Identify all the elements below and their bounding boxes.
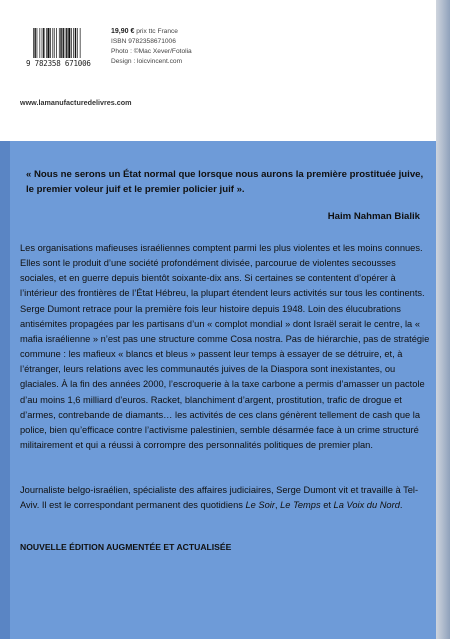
barcode-bar [50, 28, 51, 58]
barcode-bar [68, 28, 70, 58]
barcode-bar [65, 28, 66, 58]
edition-note: NOUVELLE ÉDITION AUGMENTÉE ET ACTUALISÉE [20, 542, 232, 552]
barcode-bar [52, 28, 53, 58]
barcode [28, 24, 104, 70]
barcode-bar [37, 28, 38, 58]
barcode-bar [73, 28, 74, 58]
barcode-bar [59, 28, 60, 58]
barcode-bar [46, 28, 47, 58]
period: . [399, 500, 403, 511]
barcode-bar [47, 28, 49, 58]
barcode-bar [42, 28, 43, 58]
separator: et [320, 500, 334, 511]
photo-credit: Photo : ©Mac Xever/Fotolia [111, 48, 192, 55]
barcode-bar [33, 28, 34, 58]
barcode-bar [66, 28, 67, 58]
newspaper-name: La Voix du Nord [333, 500, 400, 511]
design-credit: Design : loicvincent.com [111, 58, 183, 65]
separator: , [274, 500, 281, 511]
barcode-bar [56, 28, 57, 58]
book-edge-strip [436, 0, 450, 639]
isbn: ISBN 9782358671006 [111, 38, 176, 45]
epigraph-author: Haim Nahman Bialik [327, 211, 420, 222]
barcode-bar [75, 28, 76, 58]
barcode-bar [80, 28, 81, 58]
author-bio-paragraph [20, 483, 432, 513]
barcode-bar [54, 28, 55, 58]
price-info-block [111, 27, 192, 67]
newspaper-name: Le Soir [245, 500, 275, 511]
barcode-bar [39, 28, 40, 58]
blurb-paragraph: Les organisations mafieuses israéliennes comptent parmi les plus violentes et les moins connues. Elles sont le produit d’une société profondément divisée, parcourue de violentes secousses sociales, et en guerre depuis bientôt soixante-dix ans. Si certaines se contentent d’opérer à l’intérieur des frontières de l’État Hébreu, la plupart étendent leurs activités sur tous les continents. Serge Dumont retrace pour la première fois leur histoire depuis 1948. Loin des élucubrations antisémites propagées par les partisans d’un « complot mondial » dont Israël serait le centre, la « mafia israélienne » n’est pas une structure comme Cosa nostra. Pas de hiérarchie, pas de stratégie commune : les mafieux « blancs et bleus » passent leur temps à essayer de se détruire, et, à l’étranger, leurs relations avec les communautés juives de la Diaspora sont inexistantes, ou glaciales. À la fin des années 2000, l’escroquerie à la taxe carbone a permis d’amasser un pactole d’au moins 1,6 milliard d’euros. Racket, blanchiment d’argent, prostitution, trafic de drogue et d’armes, contrebande de diamants… les activités de ces clans génèrent tellement de cash que la police, bien qu’efficace contre l’activisme palestinien, semble désarmée face à un crime structuré militairement et qui a réussi à corrompre des personnalités politiques de premier plan. [20, 243, 430, 451]
publisher-website: www.lamanufacturedelivres.com [20, 98, 132, 107]
barcode-bar [34, 28, 35, 58]
author-bio-text: Journaliste belgo-israélien, spécialiste des affaires judiciaires, Serge Dumont vit et travaille à Tel-Aviv. Il est le correspondant permanent des quotidiens [20, 485, 419, 511]
barcode-bar [63, 28, 64, 58]
epigraph-quote: « Nous ne serons un État normal que lorsque nous aurons la première prostituée juive, le premier voleur juif et le premier policier juif ». [26, 169, 424, 195]
price-suffix: prix ttc France [134, 28, 178, 35]
newspaper-name: Le Temps [280, 500, 321, 511]
barcode-digits: 9 782358 671006 [26, 59, 91, 68]
barcode-bar [71, 28, 72, 58]
barcode-bar [43, 28, 44, 58]
barcode-bars [33, 28, 101, 58]
barcode-bar [60, 28, 61, 58]
price: 19,90 € [111, 28, 135, 35]
back-cover-top-panel [0, 0, 450, 141]
barcode-bar [77, 28, 78, 58]
